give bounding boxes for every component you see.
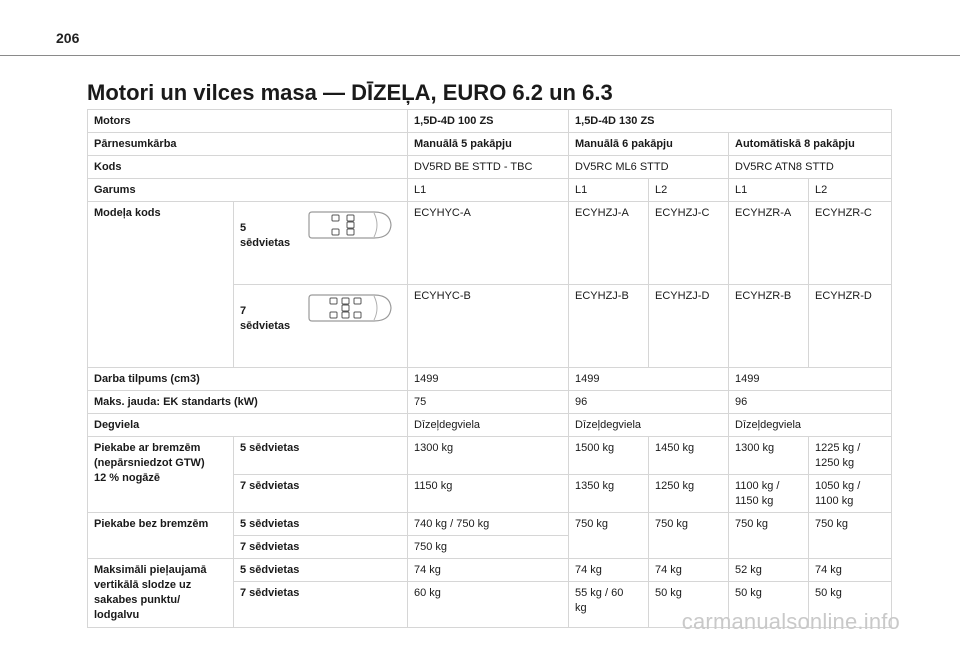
seat-label: 5 sēdvietas bbox=[240, 222, 291, 249]
row-label: Pārnesumkārba bbox=[88, 133, 408, 156]
table-cell: 1300 kg bbox=[408, 437, 569, 475]
table-cell: 60 kg bbox=[408, 582, 569, 628]
table-cell: 1150 kg bbox=[408, 475, 569, 513]
table-cell: 1250 kg bbox=[649, 475, 729, 513]
table-row bbox=[88, 513, 892, 536]
table-cell: 96 bbox=[569, 391, 729, 414]
engine-spec-table bbox=[87, 109, 892, 628]
page-title: Motori un vilces masa — DĪZEĻA, EURO 6.2 un 6.3 bbox=[87, 80, 613, 105]
table-cell: 1350 kg bbox=[569, 475, 649, 513]
table-cell: 750 kg bbox=[408, 536, 569, 559]
table-cell: ECYHZR-C bbox=[809, 202, 892, 285]
table-cell: 1050 kg / 1100 kg bbox=[809, 475, 892, 513]
table-cell: ECYHZJ-C bbox=[649, 202, 729, 285]
table-cell: Manuālā 5 pakāpju bbox=[408, 133, 569, 156]
seat-cell-7 bbox=[234, 285, 408, 368]
seat-label: 5 sēdvietas bbox=[234, 559, 408, 582]
table-cell: DV5RD BE STTD - TBC bbox=[408, 156, 569, 179]
table-cell: 1450 kg bbox=[649, 437, 729, 475]
table-row bbox=[88, 179, 892, 202]
table-cell: ECYHYC-A bbox=[408, 202, 569, 285]
table-row bbox=[88, 559, 892, 582]
table-cell: ECYHZJ-B bbox=[569, 285, 649, 368]
table-cell: L1 bbox=[729, 179, 809, 202]
table-row bbox=[88, 110, 892, 133]
table-cell: L2 bbox=[809, 179, 892, 202]
van-7-seats-icon bbox=[306, 291, 394, 325]
table-row bbox=[88, 156, 892, 179]
table-row bbox=[88, 133, 892, 156]
row-label: Maksimāli pieļaujamā vertikālā slodze uz sakabes punktu/ lodgalvu bbox=[88, 559, 234, 628]
table-row bbox=[88, 202, 892, 285]
row-label: Motors bbox=[88, 110, 408, 133]
seat-label: 5 sēdvietas bbox=[234, 513, 408, 536]
row-label: Darba tilpums (cm3) bbox=[88, 368, 408, 391]
table-cell: 750 kg bbox=[569, 513, 649, 559]
seat-label: 7 sēdvietas bbox=[240, 305, 291, 332]
table-cell: 96 bbox=[729, 391, 892, 414]
seat-label: 7 sēdvietas bbox=[234, 536, 408, 559]
seat-cell-5 bbox=[234, 202, 408, 285]
table-cell: 74 kg bbox=[408, 559, 569, 582]
table-cell: L1 bbox=[408, 179, 569, 202]
table-cell: 55 kg / 60 kg bbox=[569, 582, 649, 628]
table-cell: 75 bbox=[408, 391, 569, 414]
table-cell: 1499 bbox=[569, 368, 729, 391]
table-cell: ECYHZR-B bbox=[729, 285, 809, 368]
table-cell: Dīzeļdegviela bbox=[408, 414, 569, 437]
table-cell: 1,5D-4D 130 ZS bbox=[569, 110, 892, 133]
table-cell: DV5RC ATN8 STTD bbox=[729, 156, 892, 179]
table-row bbox=[88, 414, 892, 437]
seat-label: 7 sēdvietas bbox=[234, 582, 408, 628]
table-cell: 1499 bbox=[729, 368, 892, 391]
table-cell: L2 bbox=[649, 179, 729, 202]
header-rule bbox=[0, 55, 960, 56]
table-row bbox=[88, 368, 892, 391]
table-cell: ECYHZR-A bbox=[729, 202, 809, 285]
table-cell: 50 kg bbox=[809, 582, 892, 628]
table-cell: ECYHZJ-D bbox=[649, 285, 729, 368]
table-cell: ECYHYC-B bbox=[408, 285, 569, 368]
table-cell: 74 kg bbox=[569, 559, 649, 582]
table-cell: 1,5D-4D 100 ZS bbox=[408, 110, 569, 133]
table-cell: 50 kg bbox=[729, 582, 809, 628]
table-cell: 750 kg bbox=[809, 513, 892, 559]
table-cell: 74 kg bbox=[809, 559, 892, 582]
van-5-seats-icon bbox=[306, 208, 394, 242]
row-label: Modeļa kods bbox=[88, 202, 234, 368]
row-label: Degviela bbox=[88, 414, 408, 437]
table-cell: 1225 kg / 1250 kg bbox=[809, 437, 892, 475]
seat-label: 7 sēdvietas bbox=[234, 475, 408, 513]
table-cell: L1 bbox=[569, 179, 649, 202]
table-cell: 74 kg bbox=[649, 559, 729, 582]
table-cell: Dīzeļdegviela bbox=[729, 414, 892, 437]
row-label: Piekabe ar bremzēm (nepārsniedzot GTW) 12 % nogāzē bbox=[88, 437, 234, 513]
table-row bbox=[88, 391, 892, 414]
page-number: 206 bbox=[56, 30, 80, 46]
table-cell: Automātiskā 8 pakāpju bbox=[729, 133, 892, 156]
row-label: Piekabe bez bremzēm bbox=[88, 513, 234, 559]
table-cell: 750 kg bbox=[649, 513, 729, 559]
watermark: carmanualsonline.info bbox=[681, 609, 900, 634]
table-cell: Manuālā 6 pakāpju bbox=[569, 133, 729, 156]
table-cell: ECYHZR-D bbox=[809, 285, 892, 368]
table-cell: ECYHZJ-A bbox=[569, 202, 649, 285]
row-label: Garums bbox=[88, 179, 408, 202]
table-cell: DV5RC ML6 STTD bbox=[569, 156, 729, 179]
table-cell: 1500 kg bbox=[569, 437, 649, 475]
row-label: Kods bbox=[88, 156, 408, 179]
table-cell: 750 kg bbox=[729, 513, 809, 559]
table-cell: 52 kg bbox=[729, 559, 809, 582]
table-cell: 740 kg / 750 kg bbox=[408, 513, 569, 536]
table-cell: 1300 kg bbox=[729, 437, 809, 475]
seat-label: 5 sēdvietas bbox=[234, 437, 408, 475]
row-label: Maks. jauda: EK standarts (kW) bbox=[88, 391, 408, 414]
table-cell: Dīzeļdegviela bbox=[569, 414, 729, 437]
table-cell: 1499 bbox=[408, 368, 569, 391]
table-cell: 50 kg bbox=[649, 582, 729, 628]
table-row bbox=[88, 437, 892, 475]
table-cell: 1100 kg / 1150 kg bbox=[729, 475, 809, 513]
